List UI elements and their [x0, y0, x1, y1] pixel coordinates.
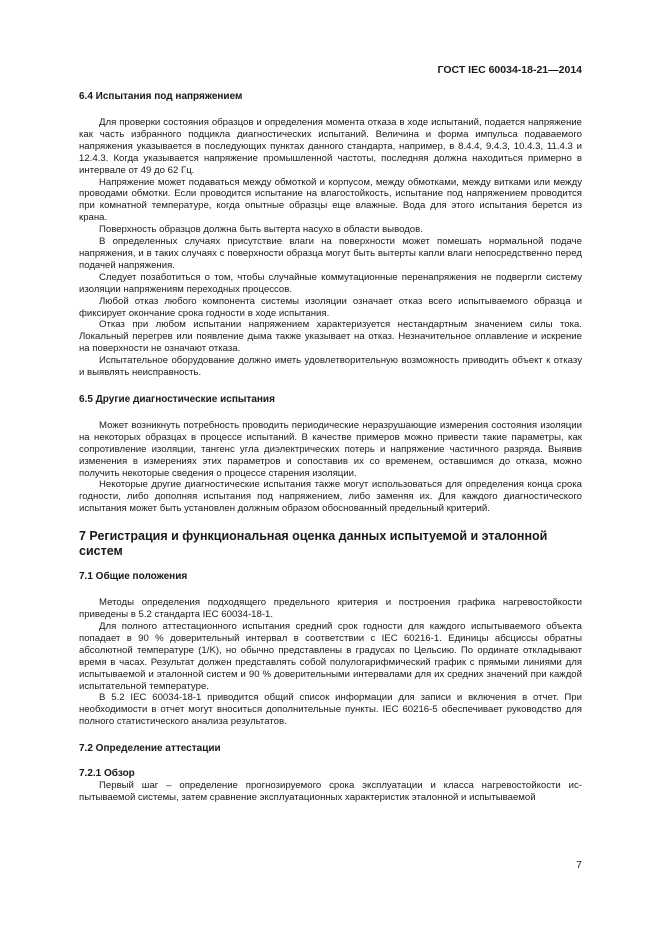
section-heading-6-4: 6.4 Испытания под напряжением	[79, 91, 243, 102]
page-number: 7	[576, 859, 582, 871]
paragraph: Отказ при любом испытании напряжением характеризуется нестандартным значением силы тока. Локальный перегрев или появление дыма также указывает на отказ. Незначительное оплавление и искрение на поверхности не означают отказа.	[79, 319, 582, 355]
paragraph: Следует позаботиться о том, чтобы случайные коммутационные перенапряжения не подвергли систему изоляции напряжениям переходных процессов.	[79, 271, 582, 295]
paragraph: Напряжение может подаваться между обмоткой и корпусом, между обмотками, между витками или между проводами обмотки. Если проводится испытание на влагостойкость, испытание под напряжением проводится при комнатной температуре, когда опытные образцы еще влажные. Вода для этого испытания берется из крана.	[79, 176, 582, 224]
paragraph: Для проверки состояния образцов и определения момента отказа в ходе испытаний, подается напряжение как часть избранного подцикла диагностических испытаний. Величина и форма импульса подаваемого напряжения указывается в последующих пунктах данного стандарта, например, в 8.4.4, 9.4.3, 10.4.3, 11.4.3 и 12.4.3. Когда указывается напряжение промышленной частоты, последняя должна находиться примерно в интервале от 49 до 62 Гц.	[79, 117, 582, 176]
chapter-heading-7: 7 Регистрация и функциональная оценка данных испытуемой и эталонной систем	[79, 529, 548, 559]
standard-header: ГОСТ IEC 60034-18-21—2014	[437, 64, 582, 76]
paragraph: Методы определения подходящего предельного критерия и построения графика нагревостойкости приведены в 5.2 стандарта IEC 60034-18-1.	[79, 597, 582, 621]
section-heading-7-2: 7.2 Определение аттестации	[79, 743, 221, 755]
paragraph: Для полного аттестационного испытания средний срок годности для каждого испытываемого объекта попадает в 90 % доверительный интервал в соответствии с IEC 60216-1. Единицы абсциссы обратны абсолютной температуре (1/K), но обычно представлены в градусах по Цельсию. По ординате откладывают время в часах. Результат должен представлять собой полулогарифмический график с прямыми линиями для испытываемой и эталонной систем и 90 % доверительными интервалами для их средних значений при каждой испытательной температуре.	[79, 621, 582, 692]
paragraph: Испытательное оборудование должно иметь удовлетворительную возможность приводить объект к отказу и выявлять неисправность.	[79, 355, 582, 379]
section-heading-7-1: 7.1 Общие положения	[79, 571, 188, 583]
paragraph: Любой отказ любого компонента системы изоляции означает отказ всего испытываемого образца и фиксирует окончание срока годности в ходе испытания.	[79, 295, 582, 319]
paragraph: Первый шаг – определение прогнозируемого срока эксплуатации и класса нагревостойкости испытываемой системы, затем сравнение эксплуатационных характеристик эталонной и испытываемой	[79, 780, 582, 804]
paragraph: В 5.2 IEC 60034-18-1 приводится общий список информации для записи и включения в отчет. При необходимости в отчет могут вноситься дополнительные пункты. IEC 60216-5 обеспечивает руководство для полного статистического анализа результатов.	[79, 692, 582, 728]
page-content	[79, 86, 582, 804]
paragraph: Некоторые другие диагностические испытания также могут использоваться для определения конца срока годности, либо дополняя испытания под напряжением, либо заменяя их. Для каждого диагностического испытания может быть установлен должным образом обоснованный предельный критерий.	[79, 479, 582, 515]
paragraph: Может возникнуть потребность проводить периодические неразрушающие измерения состояния изоляции на некоторых образцах в процессе испытаний. В качестве примеров можно привести такие параметры, как сопротивление изоляции, тангенс угла диэлектрических потерь и напряжение частичного разряда. Выявив изменения в измерениях этих параметров и сопоставив их со временем, оставшимся до отказа, можно получить некоторые сведения о процессе старения изоляции.	[79, 419, 582, 479]
section-heading-6-5: 6.5 Другие диагностические испытания	[79, 393, 275, 405]
paragraph: Поверхность образцов должна быть вытерта насухо в области выводов.	[99, 224, 423, 236]
paragraph: В определенных случаях присутствие влаги на поверхности может помешать нормальной подаче напряжения, и в таких случаях с поверхности образца могут быть вытерты капли влаги непосредственно перед подачей напряжения.	[79, 236, 582, 271]
section-heading-7-2-1: 7.2.1 Обзор	[79, 768, 135, 780]
